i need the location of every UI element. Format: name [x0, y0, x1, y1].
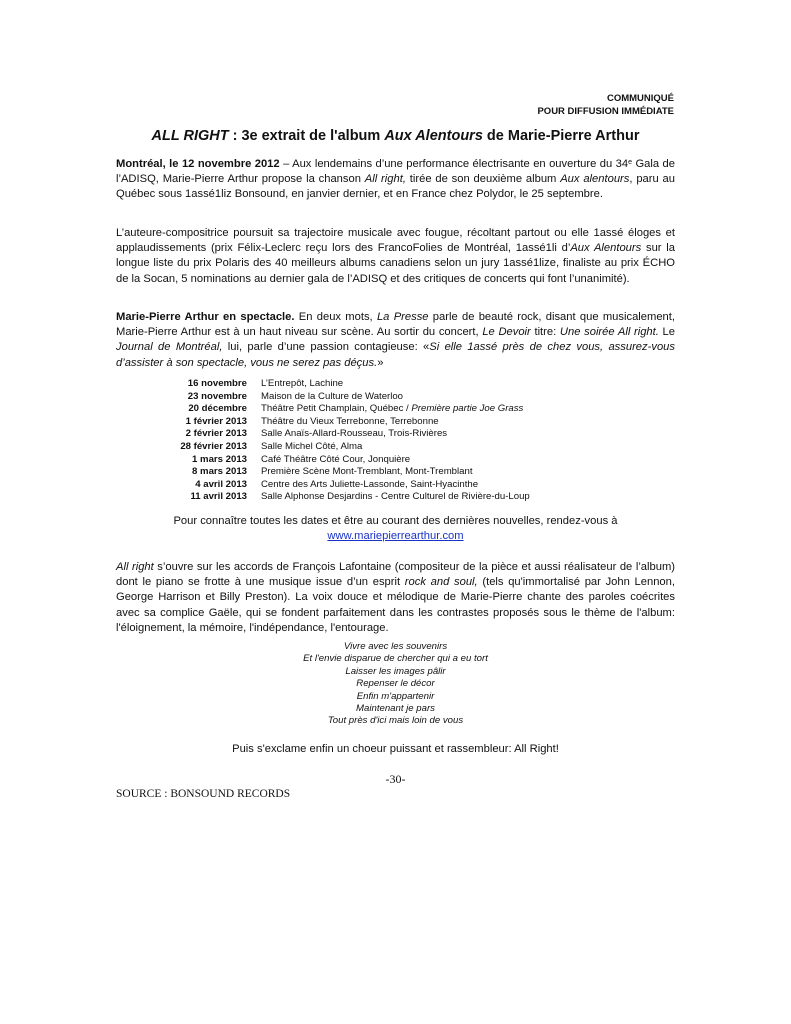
title-middle: : 3e extrait de l'album — [228, 128, 385, 144]
lyric-line: Laisser les images pâlir — [345, 665, 446, 677]
tour-date-row — [116, 416, 675, 429]
album-name: Aux Alentours — [570, 242, 642, 255]
tour-date: 11 avril 2013 — [190, 491, 247, 503]
paragraph-text: parle de beauté rock, disant que musicalement, Marie-Pierre Arthur est à un haut niveau sur scène. Au sortir du concert, — [116, 311, 675, 339]
paragraph-text: Le — [658, 326, 676, 339]
paragraph-concert — [116, 310, 675, 371]
tour-venue: Maison de la Culture de Waterloo — [261, 390, 404, 402]
paragraph-text: Gala de l’ADISQ, Marie-Pierre Arthur propose la chanson — [116, 158, 675, 186]
tour-venue: Théâtre Petit Champlain, Québec / — [261, 403, 412, 415]
paragraph-text: tirée de son deuxième album — [405, 173, 561, 186]
dateline: Montréal, le 12 novembre 2012 — [116, 158, 280, 170]
tour-venue: Salle Michel Côté, Alma — [261, 440, 363, 452]
tour-date: 1 février 2013 — [185, 415, 247, 427]
paragraph-text: – Aux lendemains d’une performance électrisante en ouverture du 34 — [279, 158, 629, 170]
more-info-block — [0, 514, 791, 544]
tour-date-row — [116, 391, 675, 404]
lyric-line: Enfin m'appartenir — [356, 690, 435, 702]
press-quote: Si elle 1assé près de chez vous, assurez-vous d’assister à son spectacle, vous ne serez pas déçus. — [116, 341, 675, 369]
press-quote: Une soirée All right. — [559, 326, 659, 339]
lyric-line: Maintenant je pars — [356, 703, 435, 715]
more-info-text: Pour connaître toutes les dates et être au courant des dernières nouvelles, rendez-vous à — [173, 515, 618, 527]
title-album: Aux Alentours — [384, 128, 483, 144]
tour-date: 2 février 2013 — [185, 428, 247, 440]
paragraph-text: s’ouvre sur les accords de François Lafontaine (compositeur de la pièce et aussi réalisateur de l’album) dont le piano se frotte à une musique issue d’un esprit — [116, 561, 675, 589]
title-artist: de Marie-Pierre Arthur — [482, 128, 640, 144]
section-lead: Marie-Pierre Arthur en spectacle. — [116, 311, 295, 323]
lyrics-excerpt — [0, 641, 791, 728]
end-marker: -30- — [385, 772, 406, 786]
paragraph-intro — [116, 157, 675, 203]
tour-date: 8 mars 2013 — [192, 466, 247, 478]
tour-date-row — [116, 403, 675, 416]
tour-date: 16 novembre — [187, 378, 247, 389]
source-credit: SOURCE : BONSOUND RECORDS — [116, 788, 291, 800]
paragraph-text: (tels qu'immortalisé par John Lennon, George Harrison et Billy Preston). La voix douce et mélodique de Marie-Pierre chante des paroles coécrites avec sa complice Gaële, qui se fondent parfaitement dans les contrastes proposés sous le thème de l'album: l'éloignement, la mémoire, l'indépendance, l'entourage. — [116, 576, 675, 634]
paragraph-text: sur la longue liste du prix Polaris des 40 meilleurs albums canadiens selon un jury 1assé1lize, finaliste au prix ÉCHO de la Socan, 5 nominations au dernier gala de l’ADISQ et des critiques de concerts qui font l’unanimité). — [116, 242, 675, 285]
paragraph-song — [116, 560, 675, 636]
lyric-line: Tout près d'ici mais loin de vous — [327, 715, 464, 727]
paragraph-text: » — [377, 356, 384, 369]
superscript: e — [628, 159, 633, 166]
tour-date: 1 mars 2013 — [192, 453, 247, 465]
header-diffusion: POUR DIFFUSION IMMÉDIATE — [537, 106, 674, 117]
tour-venue: Salle Anaïs-Allard-Rousseau, Trois-Rivières — [261, 428, 448, 440]
website-link[interactable]: www.mariepierrearthur.com — [327, 530, 464, 543]
song-name: All right, — [364, 173, 406, 186]
tour-venue: Théâtre du Vieux Terrebonne, Terrebonne — [261, 415, 439, 427]
paragraph-text: En deux mots, — [294, 311, 377, 323]
lyric-line: Vivre avec les souvenirs — [343, 641, 448, 652]
tour-date-row — [116, 454, 675, 467]
header-communique: COMMUNIQUÉ — [606, 93, 674, 104]
tour-date: 20 décembre — [188, 403, 247, 415]
tour-date: 4 avril 2013 — [195, 478, 247, 490]
paragraph-text: lui, parle d’une passion contagieuse: « — [222, 341, 430, 354]
tour-venue: Centre des Arts Juliette-Lassonde, Saint-Hyacinthe — [261, 478, 479, 490]
tour-date: 28 février 2013 — [180, 440, 247, 452]
tour-note: Première partie Joe Grass — [411, 403, 524, 415]
press-name: Le Devoir — [482, 326, 531, 339]
lyric-line: Repenser le décor — [356, 678, 435, 690]
press-name: La Presse — [376, 311, 429, 323]
tour-date-row — [116, 479, 675, 492]
tour-date-row — [116, 428, 675, 441]
press-name: Journal de Montréal, — [116, 341, 223, 354]
tour-date-row — [116, 466, 675, 479]
tour-venue: Salle Alphonse Desjardins - Centre Culturel de Rivière-du-Loup — [261, 491, 530, 503]
closing-line: Puis s'exclame enfin un choeur puissant et rassembleur: All Right! — [232, 743, 559, 755]
paragraph-text: titre: — [530, 326, 560, 339]
tour-date: 23 novembre — [187, 390, 247, 402]
tour-venue: Première Scène Mont-Tremblant, Mont-Tremblant — [261, 466, 473, 478]
song-name: All right — [116, 561, 154, 573]
album-name: Aux alentours — [560, 173, 630, 186]
tour-date-row — [116, 441, 675, 454]
document-title — [0, 128, 791, 144]
tour-date-row — [116, 378, 675, 391]
lyric-line: Et l'envie disparue de chercher qui a eu tort — [303, 653, 488, 665]
genre-term: rock and soul, — [404, 576, 478, 589]
release-header — [537, 92, 674, 118]
tour-date-row — [116, 491, 675, 504]
paragraph-text: L’auteure-compositrice poursuit sa trajectoire musicale avec fougue, récoltant partout ou elle 1assé éloges et applaudissements (prix Félix-Leclerc reçu lors des FrancoFolies de Montréal, 1assé1li d’ — [116, 227, 675, 255]
tour-venue: L’Entrepôt, Lachine — [261, 378, 344, 389]
paragraph-text: , paru au Québec sous 1assé1liz Bonsound, en janvier dernier, et en France chez Polydor, le 25 septembre. — [116, 173, 676, 201]
tour-venue: Café Théâtre Côté Cour, Jonquière — [261, 453, 411, 465]
paragraph-career — [116, 226, 675, 287]
title-song: ALL RIGHT — [151, 128, 229, 144]
tour-dates-list — [116, 378, 675, 504]
tour-venue-group — [247, 403, 523, 416]
